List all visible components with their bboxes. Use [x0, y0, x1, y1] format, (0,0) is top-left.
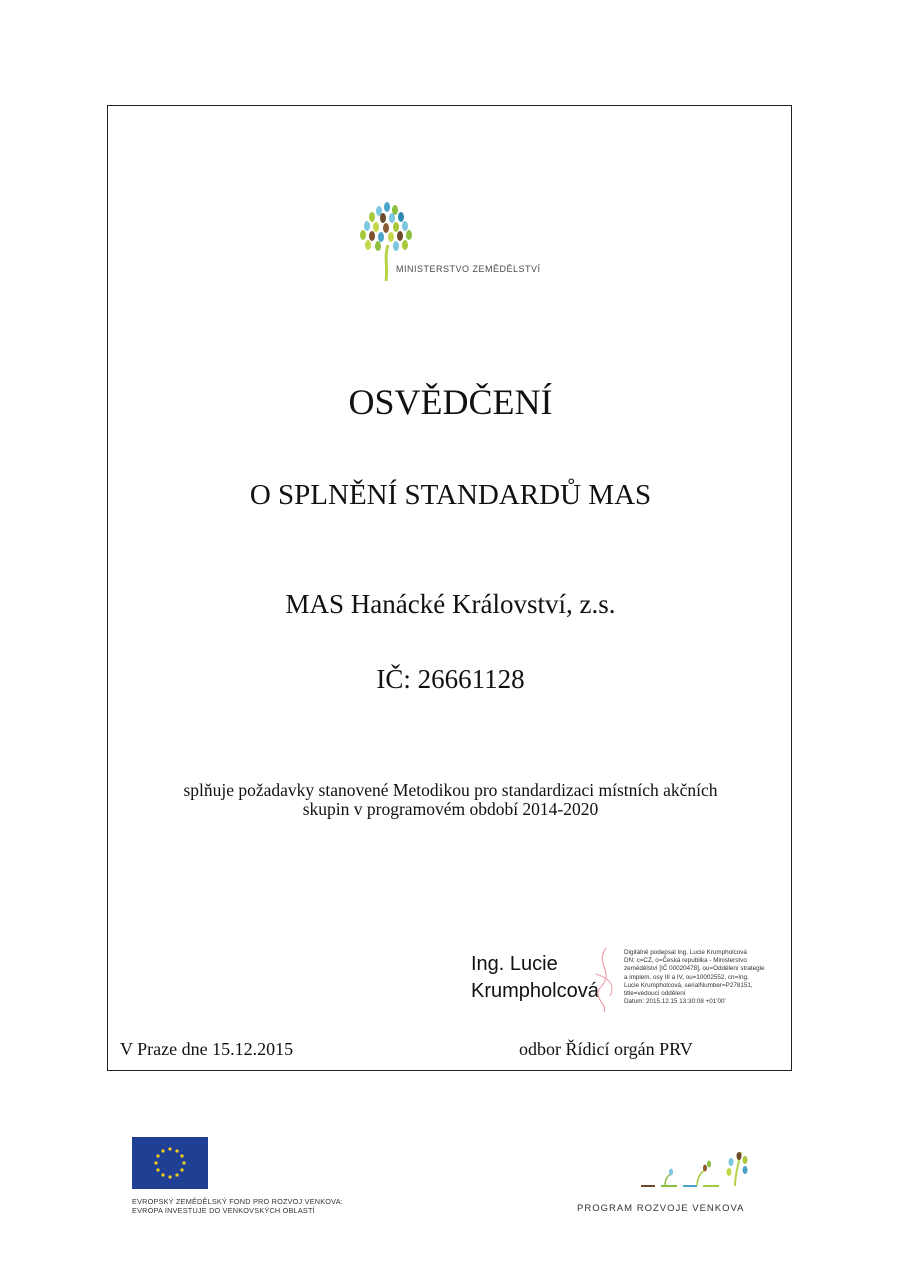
signature-mark-icon	[586, 944, 626, 1014]
ministry-tree-logo	[348, 201, 558, 291]
eu-caption-line-1: EVROPSKÝ ZEMĚDĚLSKÝ FOND PRO ROZVOJ VENKOVA:	[132, 1197, 343, 1206]
signature-detail-line: zemědělství [IČ 00020478], ou=Oddělení strategie	[624, 965, 765, 973]
signature-detail-line: a implem. osy III a IV, ou=10002552, cn=Ing.	[624, 973, 749, 981]
organization-name: MAS Hanácké Království, z.s.	[285, 589, 616, 619]
signer-name	[471, 951, 599, 1005]
eu-flag-icon	[132, 1137, 208, 1189]
signature-detail-line: DN: c=CZ, o=Česká republika - Ministerstvo	[624, 957, 747, 965]
statement-line-2: skupin v programovém období 2014-2020	[302, 799, 599, 819]
eu-caption-line-2: EVROPA INVESTUJE DO VENKOVSKÝCH OBLASTÍ	[132, 1206, 315, 1215]
statement-line-1: splňuje požadavky stanovené Metodikou pro standardizaci místních akčních	[183, 780, 718, 800]
certificate-frame	[107, 105, 792, 1071]
signature-detail-line: Lucie Krumpholcová, serialNumber=P278151,	[624, 981, 753, 989]
signature-detail-line: title=vedoucí oddělení	[624, 990, 686, 998]
signer-line-2: Krumpholcová	[471, 980, 599, 1002]
signer-line-1: Ing. Lucie	[471, 953, 558, 975]
compliance-statement	[108, 781, 793, 819]
signature-detail-line: Digitálně podepsal Ing. Lucie Krumpholcová	[624, 949, 747, 956]
ministry-name: MINISTERSTVO ZEMĚDĚLSTVÍ	[396, 264, 541, 274]
digital-signature-details	[624, 949, 809, 1006]
issuing-department: odbor Řídicí orgán PRV	[519, 1039, 693, 1059]
certificate-subtitle: O SPLNĚNÍ STANDARDŮ MAS	[249, 479, 652, 511]
signature-detail-line: Datum: 2015.12.15 13:30:08 +01'00'	[624, 998, 726, 1006]
rural-program-name: PROGRAM ROZVOJE VENKOVA	[577, 1203, 745, 1214]
rural-program-logo-icon	[635, 1148, 765, 1194]
tree-trunk	[386, 245, 388, 281]
eu-fund-caption	[132, 1197, 343, 1215]
organization-ico: IČ: 26661128	[376, 664, 525, 694]
certificate-title: OSVĚDČENÍ	[348, 382, 553, 422]
place-and-date: V Praze dne 15.12.2015	[120, 1039, 294, 1059]
tree-leaves	[360, 202, 412, 251]
